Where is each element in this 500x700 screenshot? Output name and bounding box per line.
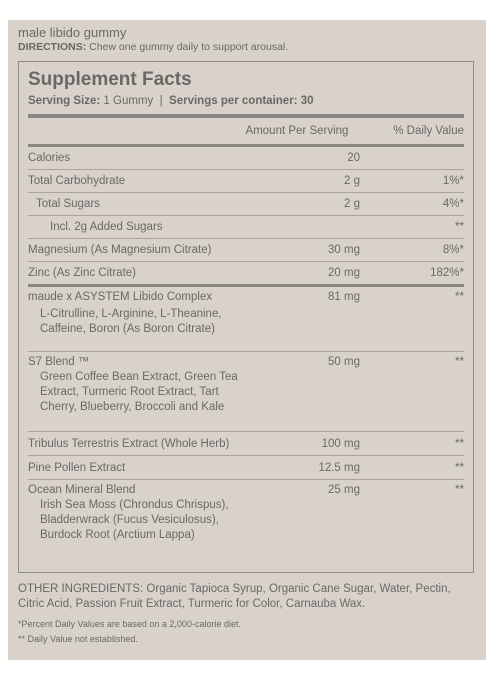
footnote-daily-values: *Percent Daily Values are based on a 2,000-calorie diet. [18,619,241,629]
nutrient-amount: 2 g [344,198,360,210]
nutrient-dv: 182%* [430,267,464,279]
blend-dv: ** [455,437,464,450]
nutrient-dv: 8%* [442,244,464,256]
footnote-not-established: ** Daily Value not established. [18,634,138,644]
blend-amount: 25 mg [328,484,360,496]
directions-text: Chew one gummy daily to support arousal. [86,41,289,53]
serving-size-value: 1 Gummy [100,95,154,107]
product-name: male libido gummy [18,25,127,40]
other-ingredients [18,582,476,612]
blend-row [28,479,464,549]
nutrient-dv: ** [455,221,464,233]
nutrient-name: Magnesium (As Magnesium Citrate) [28,244,212,256]
nutrient-amount: 20 [347,152,360,164]
nutrient-name: Zinc (As Zinc Citrate) [28,267,136,279]
blend-row [28,455,464,479]
blend-ingredients: Irish Sea Moss (Chrondus Chrispus), Bladderwrack (Fucus Vesiculosus), Burdock Root (Arctium Lappa) [40,499,229,541]
blend-name: Tribulus Terrestris Extract (Whole Herb) [28,437,230,450]
blend-row [28,287,464,351]
blend-ingredients: L-Citrulline, L-Arginine, L-Theanine, Caffeine, Boron (As Boron Citrate) [40,308,222,335]
blend-amount: 100 mg [321,437,360,450]
serving-separator: | [153,95,170,107]
blend-name: S7 Blend ™ [28,356,90,368]
blend-amount: 50 mg [328,356,360,368]
facts-title: Supplement Facts [28,69,192,90]
blend-name: Ocean Mineral Blend [28,484,136,496]
nutrient-amount: 20 mg [328,267,360,279]
supplement-facts-panel [18,61,474,573]
nutrient-row [28,215,464,238]
serving-size-label: Serving Size: [28,95,101,107]
header-amount: Amount Per Serving [245,125,349,137]
blend-dv: ** [455,356,464,368]
nutrient-name: Calories [28,152,71,164]
other-ingredients-text: Organic Tapioca Syrup, Organic Cane Sugar, Water, Pectin, Citric Acid, Passion Fruit Extract, Turmeric for Color, Carnauba Wax. [18,583,451,610]
blend-dv: ** [455,291,464,303]
blend-row [28,351,464,431]
blend-ingredients: Green Coffee Bean Extract, Green Tea Extract, Turmeric Root Extract, Tart Cherry, Blueberry, Broccoli and Kale [40,371,238,413]
nutrient-row [28,147,464,169]
servings-value: 30 [297,95,314,107]
blend-name: maude x ASYSTEM Libido Complex [28,291,213,303]
blend-amount: 81 mg [328,291,360,303]
nutrient-name: Incl. 2g Added Sugars [50,221,163,233]
blend-name: Pine Pollen Extract [28,461,126,474]
other-ingredients-label: OTHER INGREDIENTS: [18,583,144,595]
servings-label: Servings per container: [169,95,298,107]
directions-label: DIRECTIONS: [18,41,87,53]
serving-info [28,93,464,109]
nutrient-row [28,261,464,284]
blend-amount: 12.5 mg [318,461,360,474]
directions [18,40,476,54]
nutrient-name: Total Sugars [36,198,100,210]
nutrient-amount: 2 g [344,175,360,187]
nutrient-dv: 4%* [442,198,464,210]
column-header-row [28,118,464,144]
nutrient-row [28,238,464,261]
blend-dv: ** [455,484,464,496]
nutrient-dv: 1%* [442,175,464,187]
supplement-label-card [8,20,486,660]
nutrient-row [28,169,464,192]
header-daily-value: % Daily Value [393,125,464,137]
blend-dv: ** [455,461,464,474]
blend-row [28,431,464,455]
nutrient-name: Total Carbohydrate [28,175,126,187]
nutrient-amount: 30 mg [328,244,360,256]
nutrient-row [28,192,464,215]
